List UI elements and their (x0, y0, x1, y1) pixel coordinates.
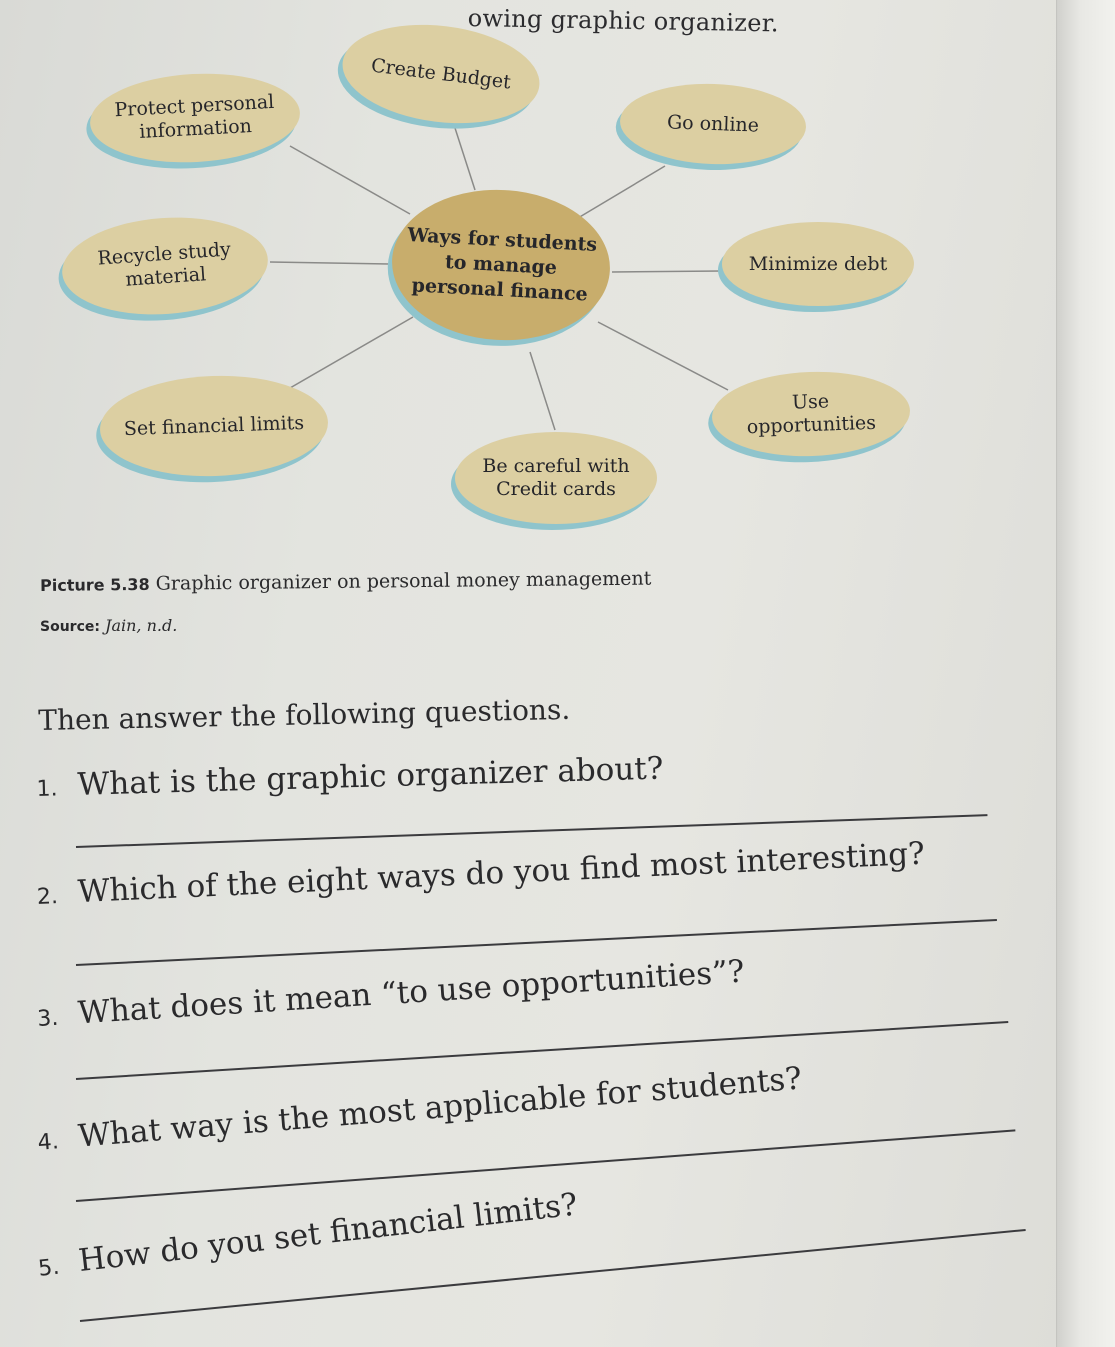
node-be-careful-credit: Be careful with Credit cards (455, 432, 657, 524)
source-text: Jain, n.d. (99, 616, 178, 635)
node-use-opportunities: Use opportunities (711, 369, 912, 460)
connector-set-financial-limits (290, 317, 413, 388)
connector-use-opportunities (598, 322, 728, 390)
connector-minimize-debt (612, 271, 722, 272)
source-citation (40, 616, 177, 635)
question-number: 4. (36, 1129, 60, 1156)
heading-fragment: owing graphic organizer. (467, 4, 780, 38)
node-go-online: Go online (619, 81, 808, 167)
question-text: What way is the most applicable for students? (76, 1060, 804, 1155)
question-text: What does it mean “to use opportunities”? (76, 953, 746, 1032)
connector-be-careful-credit (530, 352, 555, 430)
question-number: 3. (36, 1005, 60, 1032)
node-center-topic: Ways for students to manage personal finance (388, 184, 614, 345)
node-protect-personal-info: Protect personal information (88, 69, 302, 168)
caption-label: Picture 5.38 (40, 574, 150, 595)
question-number: 2. (36, 884, 59, 910)
question-number: 1. (36, 776, 58, 802)
question-text: How do you set financial limits? (76, 1186, 580, 1280)
question-text: What is the graphic organizer about? (76, 750, 664, 803)
caption-text: Graphic organizer on personal money management (149, 567, 652, 595)
node-recycle-study-material: Recycle study material (59, 211, 271, 321)
connector-create-budget (455, 128, 475, 190)
node-minimize-debt: Minimize debt (722, 222, 914, 306)
node-create-budget: Create Budget (337, 14, 545, 133)
instruction-text: Then answer the following questions. (38, 692, 571, 737)
node-set-financial-limits: Set financial limits (98, 372, 329, 480)
connector-go-online (578, 166, 665, 218)
question-number: 5. (37, 1254, 61, 1282)
question-text: Which of the eight ways do you find most interesting? (76, 835, 926, 911)
connector-recycle-study-material (270, 262, 390, 264)
connector-protect-personal-info (290, 146, 410, 214)
source-label: Source: (40, 619, 100, 635)
